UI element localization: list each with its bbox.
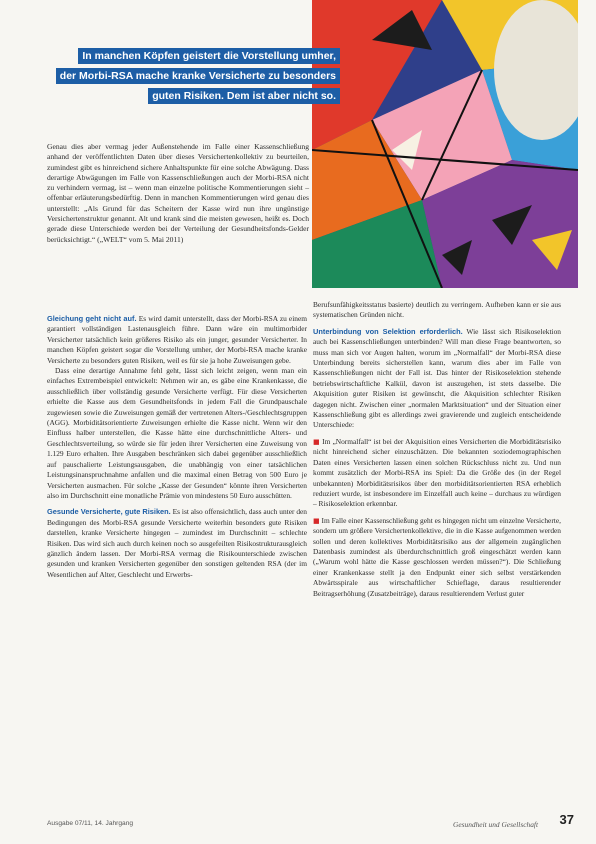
section-heading: Gleichung geht nicht auf.: [47, 314, 137, 323]
page-number: 37: [559, 812, 574, 827]
section-heading: Unterbindung von Selektion erforderlich.: [313, 326, 463, 336]
left-column: [47, 308, 307, 580]
intro-paragraph: Genau dies aber vermag jeder Außenstehende im Falle einer Kassenschließung anhand der veröffentlichten Daten über dieses Versichertenkollektiv zu beurteilen, zumindest gibt es hinreichend sichere Anhaltspunkte für eine solche Abwägung. Dass derartige Abwägungen im Falle von Kassenschließungen auch der Morbi-RSA nicht zu verhindern vermag, ist – wenn man einzelne politische Kommentierungen sieht – offenbar erläuterungsbedürftig. Denn in manchen Kommentierungen wird genau dies unterstellt: „Als Grund für das Scheitern der Kasse wird nun ihre ungünstige Versichertenstruktur genannt. Alt und krank sind die meisten gewesen, heißt es. Doch gerade diese Unterschiede werden bei der Verteilung der Gesundheitsfonds-Gelder berücksichtigt.“ („WELT“ vom 5. Mai 2011): [47, 142, 309, 244]
bullet-item: ■ Im Falle einer Kassenschließung geht es hingegen nicht um einzelne Versicherte, sondern um größere Versichertenkollektive, die in die Kasse aufgenommen werden sollen und deren kollektives Morbiditätsrisiko aus der allgemein zugänglichen Datenbasis zumindest als überdurchschnittlich groß eingeschätzt werden kann („Warum wohl hätte die Kasse geschlossen werden müssen?“). Die Schließung einer Krankenkasse stellt ja den Endpunkt einer sich selbst verstärkenden Abwärtsspirale aus wirtschaftlicher Schieflage, daraus resultierender Beitragserhöhung (Zusatzbeiträge), daraus resultierendem Verlust guter: [313, 515, 561, 598]
footer-magazine-title: Gesundheit und Gesellschaft: [453, 820, 538, 829]
bullet-square-icon: ■: [313, 437, 320, 446]
section-paragraph: Unterbindung von Selektion erforderlich. Wie lässt sich Risikoselektion auch bei Kassenschließungen unterbinden? Will man diese Frage beantworten, so muss man sich vor Augen halten, worum im „Normalfall“ der Morbi-RSA diese Unterbindung bereits sicherstellen kann, warum dies aber im Falle von Kassenschließungen nicht der Fall ist. Das hinter der Risikoselektion stehende betriebswirtschaftliche Kalkül, davon ist auszugehen, ist stets dasselbe. Die Akquisition guter Risiken ist gewünscht, die Akquisition schlechter Risiken dagegen nicht. Zwischen einer „normalen Marktsituation“ und der Situation einer Kassenschließung gibt es allerdings zwei gravierende und zugleich entscheidende Unterschiede:: [313, 326, 561, 430]
pull-quote: [56, 46, 340, 106]
pull-quote-line: guten Risiken. Dem ist aber nicht so.: [56, 86, 340, 104]
section-paragraph: Gleichung geht nicht auf. Es wird damit unterstellt, dass der Morbi-RSA zu einem garantiert vollständigen Lastenausgleich führe. Dann wäre ein multimorbider Versicherter tatsächlich kein größeres Risiko als ein junger, gesunder Versicherter. In manchen Köpfen geistert sogar die Vorstellung umher, der Morbi-RSA mache kranke Versicherte zu besonders guten Risiken, weil es für sie ja hohe Zuweisungen gebe.: [47, 314, 307, 365]
bullet-item: ■ Im „Normalfall“ ist bei der Akquisition eines Versicherten die Morbiditätsrisiko nicht hinreichend sicher einzuschätzen. Die bekannten soziodemographischen Daten eines Versicherten lassen einen solchen Rückschluss nicht zu. Und nun kommt zusätzlich der Morbi-RSA ins Spiel: Da die Größe des (in der Regel unbekannten) Morbiditätsrisikos über den morbiditätsorientierten RSA erheblich reduziert wurde, ist insbesondere im Einzelfall auch keine – durchaus zu würdigen – Risikoselektion erkennbar.: [313, 436, 562, 509]
section-paragraph: Gesunde Versicherte, gute Risiken. Es ist also offensichtlich, dass auch unter den Bedingungen des Morbi-RSA gesunde Versicherte weiterhin besonders gute Risiken darstellen, kranke Versicherte hingegen – zumindest im Durchschnitt – schlechte Risiken. Das wird sich auch durch keinen noch so ausgefeilten Risikostrukturausgleich gänzlich ändern lassen. Der Morbi-RSA vermag die Risikounterschiede zwischen gesunden und kranken Versicherten gegenüber den sonstigen geltenden RSA (der im Wesentlichen auf Alter, Geschlecht und Erwerbs-: [47, 507, 307, 579]
footer-issue: Ausgabe 07/11, 14. Jahrgang: [47, 820, 134, 827]
pull-quote-line: der Morbi-RSA mache kranke Versicherte zu besonders: [56, 66, 340, 84]
body-paragraph: Berufsunfähigkeitsstatus basierte) deutlich zu verringern. Aufheben kann er sie aus systematischen Gründen nicht.: [313, 300, 561, 320]
pull-quote-line: In manchen Köpfen geistert die Vorstellung umher,: [56, 46, 340, 64]
bullet-square-icon: ■: [313, 516, 320, 525]
right-column: [313, 300, 561, 599]
illustration-artwork: [312, 0, 578, 288]
section-heading: Gesunde Versicherte, gute Risiken.: [47, 507, 171, 517]
body-paragraph: Dass eine derartige Annahme fehl geht, lässt sich leicht zeigen, wenn man ein einfaches Extrembeispiel entwickelt: Nehmen wir an, es gäbe eine Krankenkasse, die ausschließlich über vollständig gesunde Versicherte verfügt. Für diese Versicherten erhielte die Kasse aus dem Gesundheitsfonds in jedem Fall die Grundpauschale zugewiesen sowie die Zuweisungen gemäß der vertretenen Alters-/Geschlechtsgruppen (AGG). Morbiditätsorientierte Zuweisungen erhielte die Kasse nicht. Wenn wir den Einfluss halber unterstellen, die Kasse hätte eine durchschnittliche Alters- und Geschlechtsverteilung, so würde sie für jeden ihrer Versicherten eine Zuweisung von 1.129 Euro erhalten. Ihre Ausgaben beschränken sich dabei gegenüber ausschließlich auf pauschalierte Leistungsausgaben, die unabhängig von einer tatsächlichen Leistungsinanspruchnahme anfallen und die maximal einen Betrag von 500 Euro je Versicherten ausmachen. Für solche „Kasse der Gesunden“ könnte ihren Versicherten also im Durchschnitt eine monatliche Prämie von mindestens 50 Euro ausschütten.: [47, 366, 307, 500]
